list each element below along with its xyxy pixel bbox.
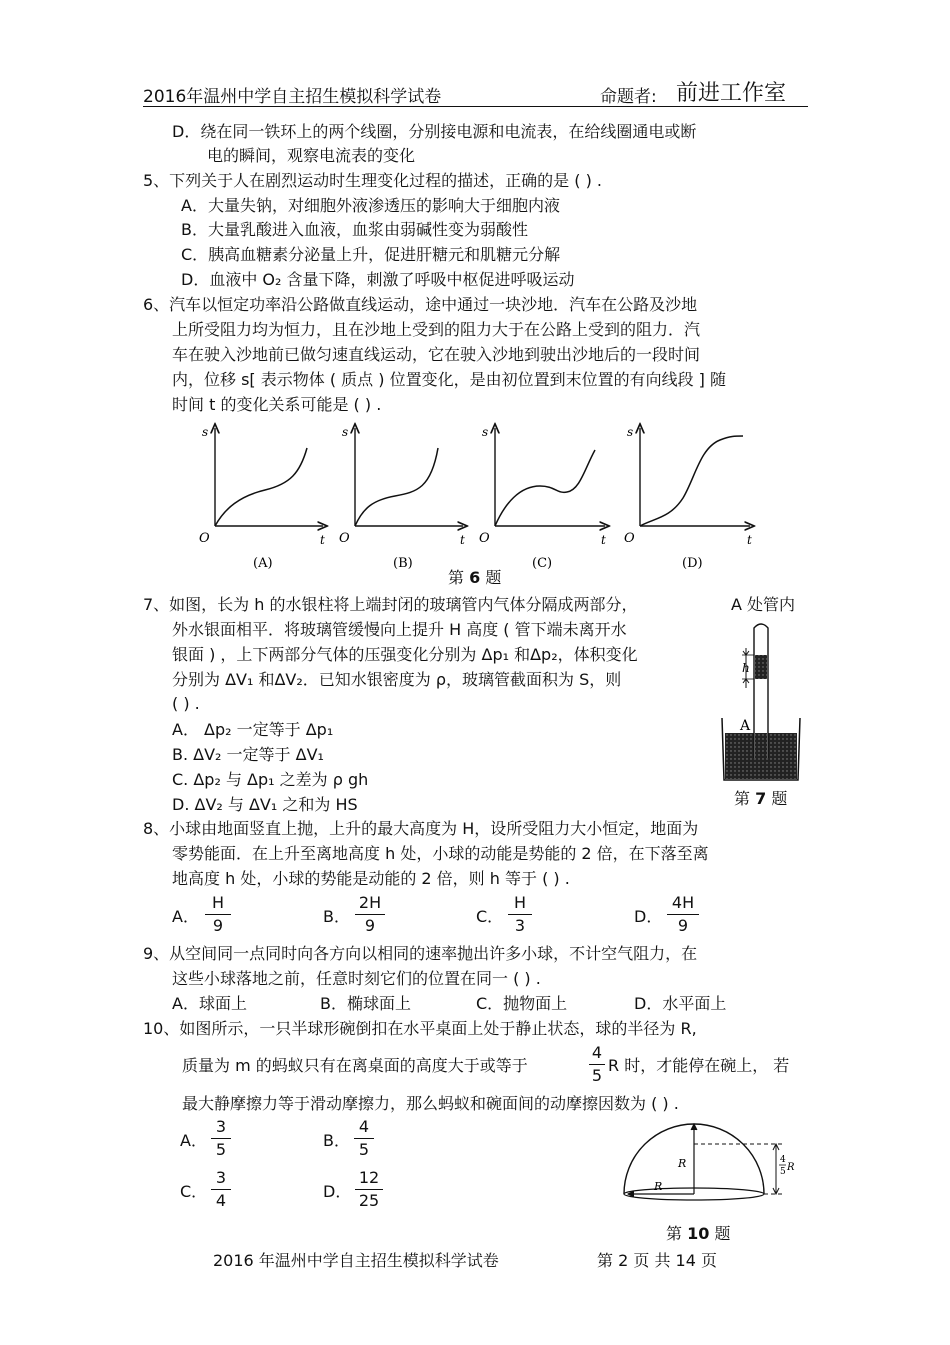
q8-option-d-label: D． [634,907,663,926]
q7-line1: 7、如图，长为 h 的水银柱将上端封闭的玻璃管内气体分隔成两部分， [143,595,638,614]
numerator: 3 [215,1117,227,1136]
q8-option-a-label: A． [172,907,199,926]
q7-caption-prefix: 第 [734,789,756,808]
fig-r-label-horizontal: R [654,1180,663,1193]
q10-caption-suffix: 题 [709,1224,731,1243]
q6-line4: 内，位移 s[ 表示物体 ( 质点 ) 位置变化，是由初位置到末位置的有向线段 ] 随 [172,370,726,389]
q7-option-a: A． Δp₂ 一定等于 Δp₁ [172,720,334,739]
q9-line2: 这些小球落地之前，任意时刻它们的位置在同一 ( ) . [172,969,541,988]
axis-s-label: s [202,425,209,439]
fig-r-label-vertical: R [678,1157,687,1170]
q10-option-a-label: A． [180,1131,207,1150]
q5-option-b: B．大量乳酸进入血液，血浆由弱碱性变为弱酸性 [181,220,528,239]
q10-line3: 最大静摩擦力等于滑动摩擦力，那么蚂蚁和碗面间的动摩擦因数为 ( ) . [182,1094,679,1113]
curve [495,450,595,526]
q8-option-a-fraction [205,894,231,935]
q7-line5: ( ) . [172,694,200,713]
q6-line3: 车在驶入沙地前已做匀速直线运动，它在驶入沙地到驶出沙地后的一段时间 [172,345,701,364]
q7-caption [734,786,787,809]
q7-line4: 分别为 ΔV₁ 和ΔV₂．已知水银密度为 ρ，玻璃管截面积为 S，则 [172,670,622,689]
q10-caption-num: 10 [687,1224,710,1243]
q5-option-c: C．胰高血糖素分泌量上升，促进肝糖元和肌糖元分解 [181,245,561,264]
q10-line1: 10、如图所示，一只半球形碗倒扣在水平桌面上处于静止状态，球的半径为 R, [143,1019,697,1038]
mercury-column [755,655,767,679]
denominator: 5 [591,1066,603,1085]
axis-s-label: s [482,425,489,439]
header-author: 前进工作室 [676,81,787,106]
q5-option-d: D．血液中 O₂ 含量下降，刺激了呼吸中枢促进呼吸运动 [181,270,575,289]
q6-line5: 时间 t 的变化关系可能是 ( ) . [172,395,382,414]
numerator: 2H [358,893,382,912]
q6-line2: 上所受阻力均为恒力，且在沙地上受到的阻力大于在公路上受到的阻力．汽 [172,320,701,339]
q7-right-text-a: A 处管内 [731,595,796,614]
axis-s-label: s [627,425,634,439]
q6-graph-a [199,425,325,571]
q6-graph-c [479,425,606,571]
origin-label: O [479,531,490,546]
axis-t-label: t [460,533,465,547]
denominator: 9 [677,916,689,935]
axis-t-label: t [601,533,606,547]
q6-line1: 6、汽车以恒定功率沿公路做直线运动，途中通过一块沙地．汽车在公路及沙地 [143,295,698,314]
numerator: 4 [358,1117,370,1136]
q9-line1: 9、从空间同一点同时向各方向以相同的速率抛出许多小球，不计空气阻力，在 [143,944,698,963]
q5-stem: 5、下列关于人在剧烈运动时生理变化过程的描述，正确的是 ( ) . [143,171,603,190]
axis-s-label: s [342,425,349,439]
q6-caption [448,565,501,588]
q7-option-d: D. ΔV₂ 与 ΔV₁ 之和为 HS [172,795,358,814]
footer-page: 第 2 页 共 14 页 [597,1251,717,1270]
q8-line2: 零势能面．在上升至离地高度 h 处，小球的动能是势能的 2 倍，在下落至离 [172,844,709,863]
q10-line2b: R 时，才能停在碗上， 若 [608,1056,790,1075]
graph-label-a: (A) [253,556,273,571]
q8-option-c-fraction [508,894,532,935]
q10-option-d-fraction [355,1169,383,1210]
footer-title: 2016 年温州中学自主招生模拟科学试卷 [213,1251,499,1270]
q7-option-b: B. ΔV₂ 一定等于 ΔV₁ [172,745,324,764]
numerator: H [211,893,225,912]
q7-line3: 银面 ) ，上下两部分气体的压强变化分别为 Δp₁ 和Δp₂，体积变化 [172,645,638,664]
q10-option-c-fraction [211,1169,231,1210]
header-title: 2016年温州中学自主招生模拟科学试卷 [143,87,442,107]
q10-caption-prefix: 第 [666,1224,688,1243]
q6-graph-b [339,425,465,571]
q7-option-c: C. Δp₂ 与 Δp₁ 之差为 ρ gh [172,770,369,789]
numerator: 4 [591,1043,603,1062]
origin-label: O [624,531,635,546]
q7-figure [718,618,808,783]
q9-option-a: A．球面上 [172,994,247,1013]
origin-label: O [199,531,210,546]
numerator: 12 [358,1168,380,1187]
q4-option-d-line1: D．绕在同一铁环上的两个线圈，分别接电源和电流表，在给线圈通电或断 [172,122,697,141]
q10-option-b-fraction [354,1118,374,1159]
header-rule [143,106,808,107]
numerator: 4H [671,893,695,912]
q9-option-d: D．水平面上 [634,994,727,1013]
q8-line3: 地高度 h 处，小球的势能是动能的 2 倍，则 h 等于 ( ) . [172,869,570,888]
q10-option-c-label: C． [180,1182,208,1201]
denominator: 9 [364,916,376,935]
q7-caption-num: 7 [755,789,767,808]
denominator: 5 [358,1140,370,1159]
graph-label-d: (D) [682,556,703,571]
axis-t-label: t [320,533,325,547]
q6-graphs [195,418,775,573]
q6-caption-num: 6 [469,568,481,587]
q9-option-b: B．椭球面上 [320,994,411,1013]
q10-caption [666,1221,730,1244]
curve [640,436,743,526]
q4-option-d-line2: 电的瞬间，观察电流表的变化 [207,146,416,165]
numerator: H [513,893,527,912]
fig-frac-den: 5 [780,1167,786,1177]
q8-option-b-fraction [355,894,385,935]
fig-h-label: h [742,661,750,675]
numerator: 3 [215,1168,227,1187]
q6-caption-prefix: 第 [448,568,470,587]
header-author-label: 命题者: [600,87,657,107]
origin-label: O [339,531,350,546]
q6-graph-d [624,425,752,571]
q8-line1: 8、小球由地面竖直上抛，上升的最大高度为 H，设所受阻力大小恒定，地面为 [143,819,699,838]
tube-mercury-bottom [755,733,767,758]
q6-caption-suffix: 题 [480,568,502,587]
q8-option-d-fraction [667,894,699,935]
q7-right-text [731,595,795,615]
curve [355,448,438,526]
q10-line2a: 质量为 m 的蚂蚁只有在离桌面的高度大于或等于 [182,1056,528,1075]
fig-a-label: A [740,718,751,734]
denominator: 9 [212,916,224,935]
q7-caption-suffix: 题 [766,789,788,808]
fig-frac-num: 4 [780,1155,786,1165]
q10-figure [616,1112,816,1222]
q5-option-a: A．大量失钠，对细胞外液渗透压的影响大于细胞内液 [181,196,560,215]
denominator: 25 [358,1191,380,1210]
denominator: 4 [215,1191,227,1210]
denominator: 5 [215,1140,227,1159]
graph-label-b: (B) [393,556,413,571]
q10-inline-fraction [589,1044,605,1085]
graph-label-c: (C) [532,556,553,571]
q10-option-b-label: B． [323,1131,350,1150]
q7-line2: 外水银面相平．将玻璃管缓慢向上提升 H 高度 ( 管下端未离开水 [172,620,627,639]
q8-option-b-label: B． [323,907,350,926]
q8-option-c-label: C． [476,907,504,926]
q10-option-d-label: D． [323,1182,352,1201]
curve [215,448,307,526]
fig-frac-r: R [787,1162,795,1173]
q9-option-c: C．抛物面上 [476,994,568,1013]
axis-t-label: t [747,533,752,547]
denominator: 3 [514,916,526,935]
q10-option-a-fraction [211,1118,231,1159]
